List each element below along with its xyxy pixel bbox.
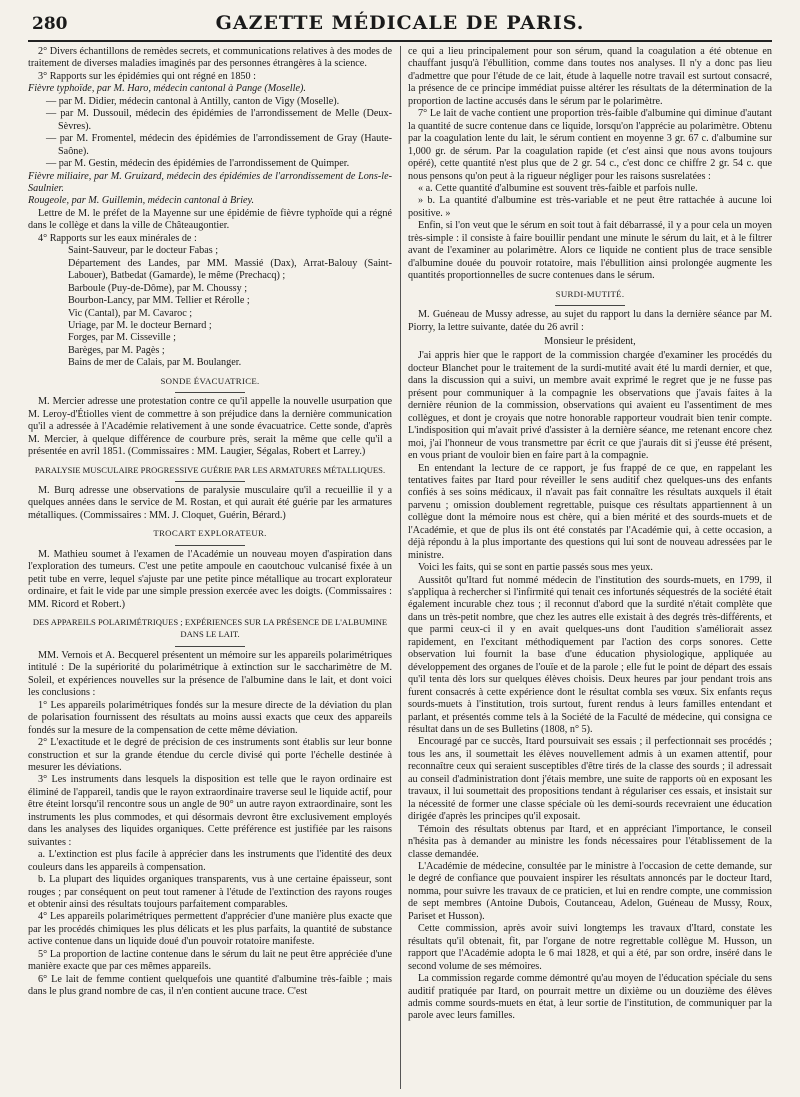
paragraph: — par M. Gestin, médecin des épidémies de l'arrondissement de Quimper. bbox=[46, 158, 350, 170]
paragraph: Témoin des résultats obtenus par Itard, et en appréciant l'importance, le conseil n'hésita pas à demander au ministre les fonds nécessaires pour l'établissement de la classe demandée. bbox=[408, 823, 772, 860]
list-item: Forges, par M. Cisseville ; bbox=[68, 332, 176, 344]
list-item: Uriage, par M. le docteur Bernard ; bbox=[68, 319, 212, 331]
paragraph: 2° L'exactitude et le degré de précision de ces instruments sont établis sur leur bonne construction et sur la grande étendue du cercle divisé qui porte l'échelle destinée à mesurer les déviations. bbox=[28, 737, 392, 774]
paragraph: b. La plupart des liquides organiques transparents, vus à une certaine épaisseur, sont rouges ; par conséquent on peut tout ramener à l'étude de l'extinction des rayons rouges et obtenir ainsi des résultats toujours parfaitement comparables. bbox=[28, 874, 392, 910]
list-item: Bourbon-Lancy, par MM. Tellier et Rérolle ; bbox=[68, 295, 250, 307]
paragraph: Voici les faits, qui se sont en partie passés sous mes yeux. bbox=[418, 562, 653, 574]
journal-title: GAZETTE MÉDICALE DE PARIS. bbox=[215, 12, 585, 34]
column-divider bbox=[400, 46, 401, 1089]
paragraph: 7° Le lait de vache contient une proportion très-faible d'albumine qui diminue d'autant la quantité de sucre contenue dans ce liquide, lorsqu'on l'apprécie au polarimètre. Obtenu par la coagulation lente du lait, le sérum contient en moyenne 3 gr. 67 c. d'albumine sur 1,000 gr. de sérum. Par la coagulation rapide (et c'est ainsi que nous avons toujours opéré), cette quantité n'est plus que de 2 gr. 54 c., c'est donc ce chiffre 2 gr. 54 c. que nous pensons qu'on peut à la rigueur négliger pour les raisons susrelatées : bbox=[408, 108, 772, 182]
paragraph: M. Burq adresse une observations de paralysie musculaire qu'il a recueillie il y a quelques années dans le service de M. Rostan, et qui aurait été guérie par les armatures métalliques. (Commissaires : MM. J. Cloquet, Guérin, Bérard.) bbox=[28, 484, 392, 521]
paragraph: L'Académie de médecine, consultée par le ministre à l'occasion de cette demande, sur le degré de confiance que pouvaient inspirer les résultats annoncés par le docteur Itard, nomma, pour suivre les travaux de ce praticien, et lui en rendre compte, une commission de sept membres (Antoine Dubois, Coutanceau, Adelon, Guéneau de Mussy, Roux, Pariset et Husson). bbox=[408, 861, 772, 922]
paragraph: Aussitôt qu'Itard fut nommé médecin de l'institution des sourds-muets, en 1799, il s'appliqua à rechercher si l'infirmité qui tenait ces infortunés séquestrés de la société était également incurable chez tous ; il reconnut d'abord que la surdité n'était complète que dans un très-petit nombre, que chez les autres elle existait à des degrés très-différents, et que parmi ceux-ci il y en avait quelques-uns dont l'audition s'améliorait assez rapidement, en l'excitant méthodiquement par l'action des corps sonores. Cette observation lui fournit la base d'une éducation physiologique, appliquée au développement des organes de l'ouïe et de la parole ; elle fut le point de départ des essais qu'il tenta dès lors sur quelques élèves choisis. Deux heures par jour pendant trois ans furent consacrés à cette expérience dont le résultat combla ses vœux. Six enfants reçus sourds-muets à l'institution, trois surtout, furent rendus à leurs familles entendant et parlant, et présentés comme tels à la Société de la Faculté de médecine, qui consigna ce résultat dans un de ses Bulletins (1808, n° 5). bbox=[408, 574, 772, 736]
page-number: 280 bbox=[32, 14, 68, 34]
list-item: Barèges, par M. Pagès ; bbox=[68, 344, 165, 356]
paragraph: 2° Divers échantillons de remèdes secrets, et communications relatives à des modes de traitement de diverses maladies imaginés par des personnes étrangères à la science. bbox=[28, 46, 392, 70]
paragraph: La commission regarde comme démontré qu'au moyen de l'éducation spéciale du sens auditif pratiquée par Itard, on pourrait mettre un dixième ou un douzième des élèves admis comme sourds-muets en état, à leur sortie de l'institution, de communiquer par la parole avec leurs familles. bbox=[408, 973, 772, 1022]
paragraph: 6° Le lait de femme contient quelquefois une quantité d'albumine très-faible ; mais dans le plus grand nombre de cas, il n'en contient aucune trace. C'est bbox=[28, 973, 392, 998]
section-heading: TROCART EXPLORATEUR. bbox=[153, 528, 267, 539]
paragraph: 5° La proportion de lactine contenue dans le sérum du lait ne peut être appréciée d'une manière exacte que par ces mêmes appareils. bbox=[28, 948, 392, 973]
paragraph: » b. La quantité d'albumine est très-variable et ne peut être rattachée à aucune loi positive. » bbox=[408, 195, 772, 219]
list-item: Vic (Cantal), par M. Cavaroc ; bbox=[68, 307, 193, 319]
paragraph: ce qui a lieu principalement pour son sérum, quand la coagulation a été obtenue en chauffant jusqu'à l'ébullition, comme dans toutes nos analyses. Il n'y a donc pas lieu d'admettre que pour l'étude de ce lait, étude à laquelle notre travail est surtout consacré, la présence de ce principe immédiat puisse altérer les résultats de la détermination de la proportion de lactine accusés dans le sérum par le polarimètre. bbox=[408, 46, 772, 107]
paragraph: M. Guéneau de Mussy adresse, au sujet du rapport lu dans la dernière séance par M. Piorry, la lettre suivante, datée du 26 avril : bbox=[408, 309, 772, 333]
separator bbox=[175, 545, 245, 546]
paragraph: M. Mercier adresse une protestation contre ce qu'il appelle la nouvelle usurpation que M. Leroy-d'Étiolles vient de commettre à son préjudice dans la dernière communication qu'il a adressée à l'Académie relativement à une sonde évacuatrice. Cette sonde, d'après M. Mercier, à quelque différence de courbure près, serait la même que celle qu'il a présentée en avril 1851. (Commissaires : MM. Laugier, Ségalas, Robert et Larrey.) bbox=[28, 396, 392, 458]
paragraph: En entendant la lecture de ce rapport, je fus frappé de ce que, en rappelant les tentatives faites par Itard pour réveiller le sens auditif chez quelques-uns des enfants confiés à ses soins médicaux, il n'avait pas fait connaître les résultats auxquels il était parvenu ; omission doublement regrettable, puisque ces résultats appartiennent à un collègue dont la mémoire nous est chère, qui a bien mérité et des sourds-muets et de l'Académie, et que de plus ils ont été constatés par l'Académie qui, à cette occasion, a déjà répondu à la plus importante des questions qui lui sont de nouveau adressées par le ministre. bbox=[408, 462, 772, 561]
separator bbox=[175, 392, 245, 393]
paragraph: « a. Cette quantité d'albumine est souvent très-faible et parfois nulle. bbox=[418, 182, 698, 194]
section-heading: PARALYSIE MUSCULAIRE PROGRESSIVE GUÉRIE PAR LES ARMATURES MÉTALLIQUES. bbox=[34, 464, 386, 475]
list-item: Bains de mer de Calais, par M. Boulanger. bbox=[68, 357, 242, 369]
section-heading: DES APPAREILS POLARIMÉTRIQUES ; EXPÉRIENCES SUR LA PRÉSENCE DE L'ALBUMINE DANS LE LAIT. bbox=[32, 617, 388, 640]
paragraph: 3° Les instruments dans lesquels la disposition est telle que le rayon ordinaire est éliminé de l'appareil, tandis que le rayon extraordinaire traverse seul le liquide actif, pour être éteint lorsqu'il rencontre sous un angle de 90° un autre rayon extraordinaire, sont les instruments les plus commodes, et qui désormais devront être exclusivement employés dans les analyses des liquides organiques. Cette préférence est justifiée par les raisons suivantes : bbox=[28, 774, 392, 848]
paragraph: J'ai appris hier que le rapport de la commission chargée d'examiner les procédés du docteur Blanchet pour le traitement de la surdi-mutité avait été lu mardi dernier, et que, dans la discussion qui a suivi, un membre avait exprimé le regret que je ne fusse pas présent pour communiquer à la compagnie les observations que j'avais faites à la dernière réunion de la commission, observations qui avaient eu l'assentiment de mes collègues, et dont je croyais que notre honorable rapporteur voudrait bien tenir compte. L'indisposition qui m'avait privé d'assister à la dernière séance, me retenant encore chez moi, j'ai l'honneur de vous transmettre par écrit ce que j'aurais dit si j'eusse été présent, en vous priant de vouloir bien en faire part à la compagnie. bbox=[408, 350, 772, 462]
paragraph: Encouragé par ce succès, Itard poursuivait ses essais ; il perfectionnait ses procédés ; tous les ans, il soumettait les élèves nouvellement admis à un examen attentif, pour reconnaître ceux qui seraient susceptibles d'être tirés de la classe des sourds ; il adressait au conseil d'administration dont j'étais membre, une suite de rapports où en exposant les travaux, il lui soumettait des propositions tendant à régulariser ces essais, et insistait sur la nécessité de former une classe spéciale où les demi-sourds recevraient une éducation dirigée d'après les principes qu'il exposait. bbox=[408, 736, 772, 823]
paragraph: 3° Rapports sur les épidémies qui ont régné en 1850 : bbox=[38, 70, 256, 82]
paragraph: Lettre de M. le préfet de la Mayenne sur une épidémie de fièvre typhoïde qui a régné dans le collège et dans la ville de Châteaugontier. bbox=[28, 207, 392, 232]
paragraph: Enfin, si l'on veut que le sérum en soit tout à fait débarrassé, il y a pour cela un moyen très-simple : il consiste à faire bouillir pendant une minute le sérum du lait, et à le filtrer avant de l'examiner au polarimètre. Alors ce liquide ne contient plus de trace sensible d'albumine douée du pouvoir rotatoire, mais l'ébullition ainsi prolongée augmente les quantités proportionnelles de sucre contenues dans le sérum. bbox=[408, 220, 772, 282]
list-item: Barboule (Puy-de-Dôme), par M. Choussy ; bbox=[68, 282, 248, 294]
paragraph: 1° Les appareils polarimétriques fondés sur la mesure directe de la déviation du plan de polarisation fournissent des résultats au moins aussi exacts que ceux des appareils fondés sur la mesure de la compensation de cette même déviation. bbox=[28, 699, 392, 736]
paragraph: Fièvre typhoïde, par M. Haro, médecin cantonal à Pange (Moselle). bbox=[28, 83, 306, 95]
section-heading: SURDI-MUTITÉ. bbox=[555, 288, 625, 299]
right-column bbox=[408, 46, 772, 1089]
paragraph: — par M. Didier, médecin cantonal à Antilly, canton de Vigy (Moselle). bbox=[46, 95, 340, 107]
paragraph: Rougeole, par M. Guillemin, médecin cantonal à Briey. bbox=[28, 195, 255, 207]
paragraph: a. L'extinction est plus facile à apprécier dans les instruments que l'identité des deux couleurs dans les appareils à compensation. bbox=[28, 849, 392, 873]
list-item: Département des Landes, par MM. Massié (Dax), Arrat-Balouy (Saint-Labouer), Batbedat (Gamarde), le même (Prechacq) ; bbox=[68, 257, 392, 282]
paragraph: M. Mathieu soumet à l'examen de l'Académie un nouveau moyen d'aspiration dans l'exploration des tumeurs. C'est une petite ampoule en caoutchouc vulcanisé fixée à un petit tube en verre, lequel s'ajuste par une petite pince métallique au trocart explorateur ordinaire, et fait le vide par une simple pression exercée avec les doigts. (Commissaires : MM. Ricord et Robert.) bbox=[28, 548, 392, 610]
separator bbox=[175, 481, 245, 482]
separator bbox=[555, 305, 625, 306]
paragraph: MM. Vernois et A. Becquerel présentent un mémoire sur les appareils polarimétriques intitulé : De la supériorité du polarimétrique à extinction sur le saccharimètre de M. Soleil, et expériences nouvelles sur la présence de l'albumine dans le lait, et dont voici les conclusions : bbox=[28, 649, 392, 699]
salutation: Monsieur le président, bbox=[544, 335, 636, 347]
section-heading: SONDE ÉVACUATRICE. bbox=[160, 375, 260, 386]
list-item: Saint-Sauveur, par le docteur Fabas ; bbox=[68, 245, 219, 257]
separator bbox=[175, 646, 245, 647]
paragraph: — par M. Dussouil, médecin des épidémies de l'arrondissement de Melle (Deux-Sèvres). bbox=[46, 108, 392, 132]
left-column bbox=[28, 46, 392, 1089]
paragraph: Fièvre miliaire, par M. Gruizard, médecin des épidémies de l'arrondissement de Lons-le-Saulnier. bbox=[28, 170, 392, 194]
paragraph: 4° Les appareils polarimétriques permettent d'apprécier d'une manière plus exacte que par les procédés chimiques les plus délicats et les plus parfaits, la quantité de substance active contenue dans un liquide doué d'un pouvoir rotatoire manifeste. bbox=[28, 911, 392, 948]
paragraph: — par M. Fromentel, médecin des épidémies de l'arrondissement de Gray (Haute-Saône). bbox=[46, 133, 392, 157]
paragraph: Cette commission, après avoir suivi longtemps les travaux d'Itard, constate les résultats qu'il obtenait, fit, par l'organe de notre regrettable collègue M. Husson, un rapport que l'Académie adopta le 6 mai 1828, et qui a été, par son ordre, inséré dans le second volume de ses mémoires. bbox=[408, 923, 772, 972]
paragraph: 4° Rapports sur les eaux minérales de : bbox=[38, 232, 197, 244]
page-header bbox=[28, 10, 772, 42]
